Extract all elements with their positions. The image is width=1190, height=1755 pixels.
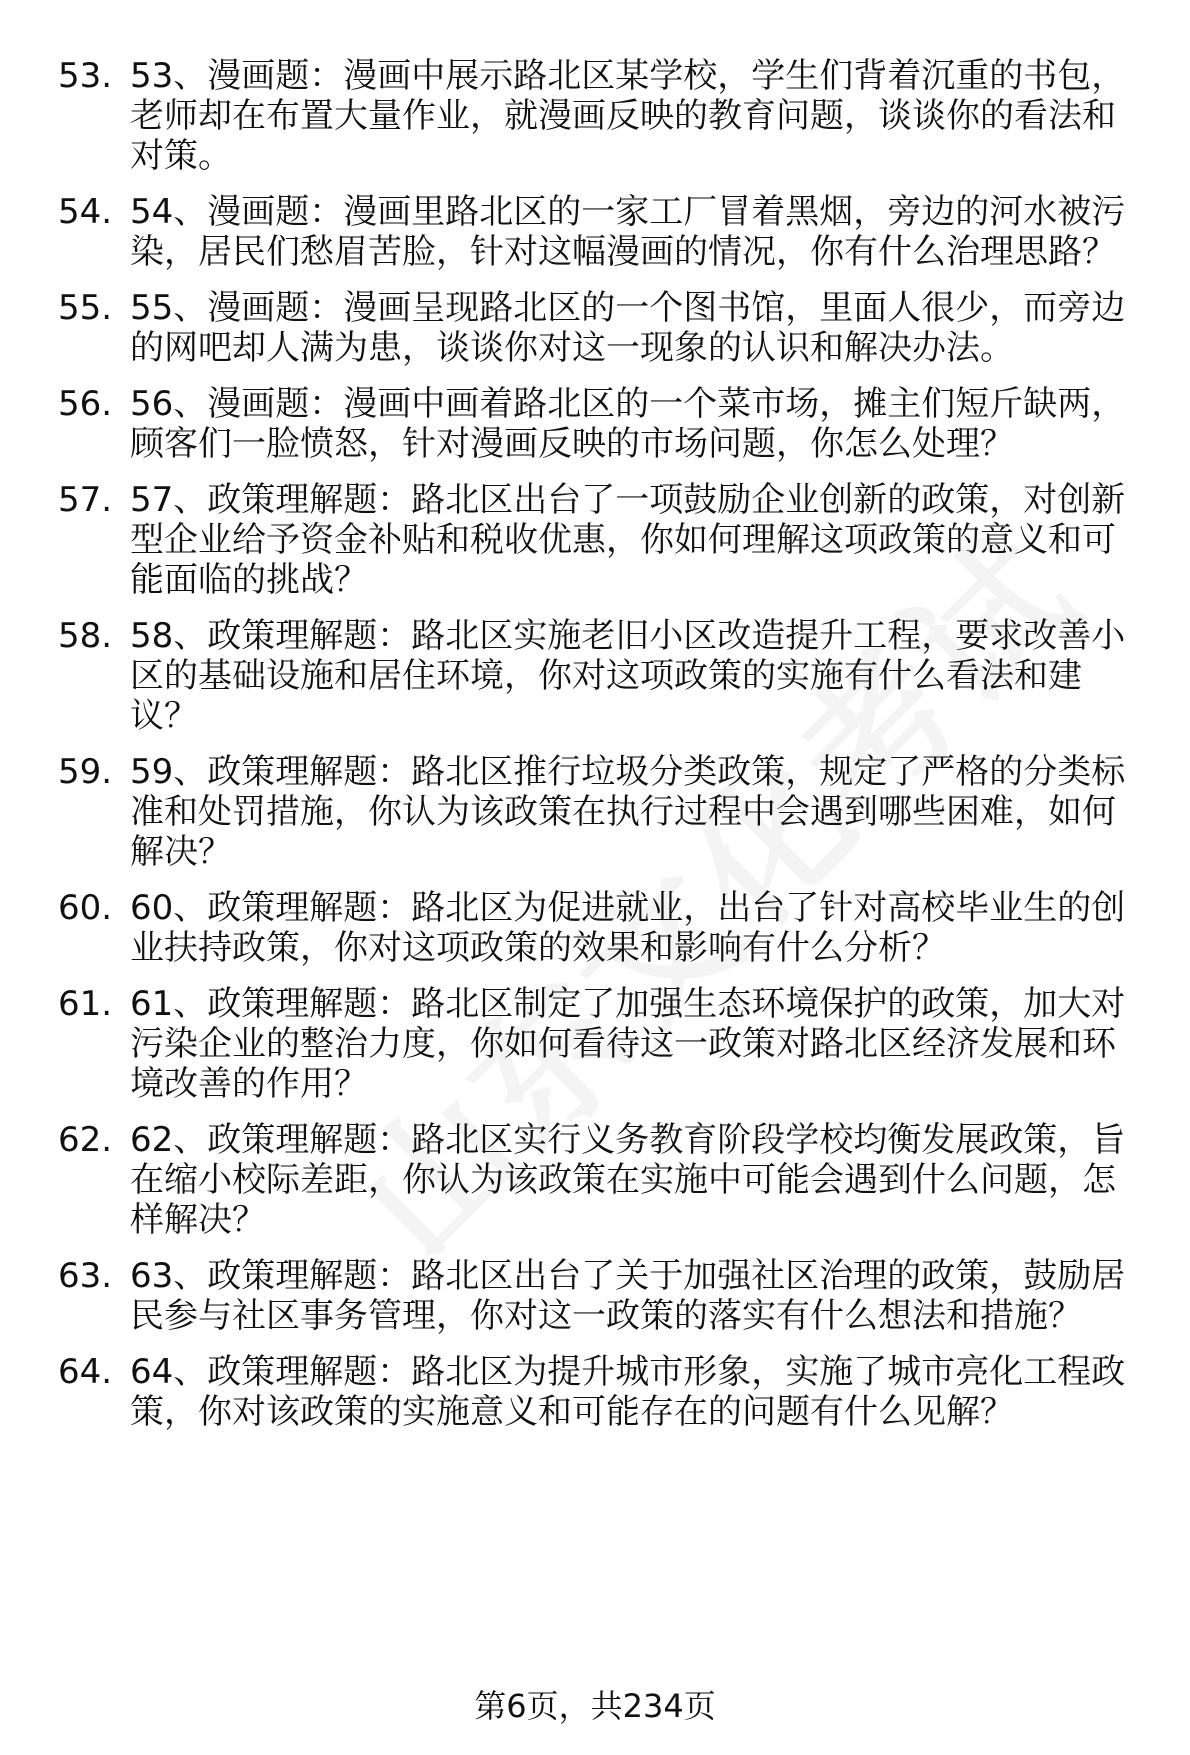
question-text: 62、政策理解题：路北区实行义务教育阶段学校均衡发展政策，旨在缩小校际差距，你认为该政策在实施中可能会遇到什么问题，怎样解决？ [130, 1120, 1126, 1240]
question-item [58, 56, 1148, 176]
question-text: 64、政策理解题：路北区为提升城市形象，实施了城市亮化工程政策，你对该政策的实施意义和可能存在的问题有什么见解？ [130, 1352, 1126, 1432]
question-item [58, 984, 1148, 1104]
question-item [58, 480, 1148, 600]
question-item [58, 752, 1148, 872]
question-number: 62. [58, 1120, 113, 1160]
question-text: 63、政策理解题：路北区出台了关于加强社区治理的政策，鼓励居民参与社区事务管理，你对这一政策的落实有什么想法和措施？ [130, 1256, 1126, 1336]
question-text: 55、漫画题：漫画呈现路北区的一个图书馆，里面人很少，而旁边的网吧却人满为患，谈谈你对这一现象的认识和解决办法。 [130, 288, 1126, 368]
question-item [58, 1352, 1148, 1432]
question-number: 64. [58, 1352, 113, 1392]
question-text: 54、漫画题：漫画里路北区的一家工厂冒着黑烟，旁边的河水被污染，居民们愁眉苦脸，针对这幅漫画的情况，你有什么治理思路？ [130, 192, 1126, 272]
question-text: 57、政策理解题：路北区出台了一项鼓励企业创新的政策，对创新型企业给予资金补贴和税收优惠，你如何理解这项政策的意义和可能面临的挑战？ [130, 480, 1126, 600]
question-number: 59. [58, 752, 113, 792]
question-item [58, 616, 1148, 736]
question-text: 61、政策理解题：路北区制定了加强生态环境保护的政策，加大对污染企业的整治力度，你如何看待这一政策对路北区经济发展和环境改善的作用？ [130, 984, 1126, 1104]
page-number-footer: 第6页，共234页 [474, 1687, 716, 1725]
question-text: 60、政策理解题：路北区为促进就业，出台了针对高校毕业生的创业扶持政策，你对这项政策的效果和影响有什么分析？ [130, 888, 1126, 968]
question-item [58, 288, 1148, 368]
question-text: 58、政策理解题：路北区实施老旧小区改造提升工程，要求改善小区的基础设施和居住环境，你对这项政策的实施有什么看法和建议？ [130, 616, 1126, 736]
question-text: 59、政策理解题：路北区推行垃圾分类政策，规定了严格的分类标准和处罚措施，你认为该政策在执行过程中会遇到哪些困难，如何解决？ [130, 752, 1126, 872]
question-item [58, 192, 1148, 272]
question-item [58, 384, 1148, 464]
question-number: 53. [58, 56, 113, 96]
question-number: 55. [58, 288, 113, 328]
question-text: 53、漫画题：漫画中展示路北区某学校，学生们背着沉重的书包，老师却在布置大量作业，就漫画反映的教育问题，谈谈你的看法和对策。 [130, 56, 1126, 176]
question-number: 60. [58, 888, 113, 928]
question-number: 56. [58, 384, 113, 424]
question-number: 57. [58, 480, 113, 520]
question-number: 58. [58, 616, 113, 656]
question-item [58, 1120, 1148, 1240]
question-item [58, 888, 1148, 968]
question-number: 54. [58, 192, 113, 232]
question-text: 56、漫画题：漫画中画着路北区的一个菜市场，摊主们短斤缺两，顾客们一脸愤怒，针对漫画反映的市场问题，你怎么处理？ [130, 384, 1126, 464]
question-number: 61. [58, 984, 113, 1024]
question-number: 63. [58, 1256, 113, 1296]
question-item [58, 1256, 1148, 1336]
question-list [58, 56, 1148, 1448]
